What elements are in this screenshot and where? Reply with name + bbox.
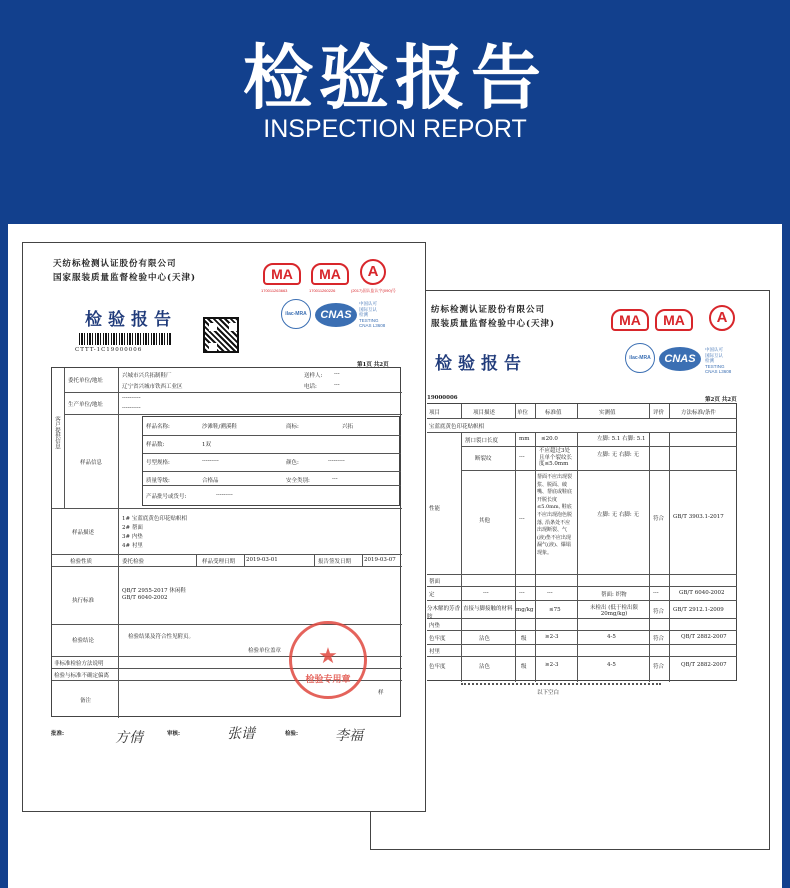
col-item: 项目 xyxy=(429,410,441,416)
desc-label: 样品描述 xyxy=(72,530,95,536)
cell: --- xyxy=(519,454,525,460)
report-page-2 xyxy=(370,290,770,850)
field-value: --------- xyxy=(216,492,233,498)
cnas-line: TESTING xyxy=(359,317,379,323)
org-name: 天纺标检测认证股份有限公司 xyxy=(53,259,177,269)
cell: 沾色 xyxy=(479,664,491,670)
cnas-line: CNAS L3608 xyxy=(359,323,386,328)
col-unit: 单位 xyxy=(517,410,529,416)
cma-logo: MA xyxy=(611,309,649,331)
nature-value: 委托检验 xyxy=(122,559,145,565)
note-label: 备注 xyxy=(80,698,92,704)
cell: 符合 xyxy=(653,636,665,642)
barcode-icon xyxy=(79,333,171,345)
cell: 符合 xyxy=(653,664,665,670)
maker-label: 生产单位/地址 xyxy=(68,402,103,408)
cma-number-2: 170011260226 xyxy=(309,288,336,293)
cell: 其他 xyxy=(479,518,491,524)
inspector-signature: 李福 xyxy=(335,728,363,744)
cnas-text: 中国认可 国际互认 检测 TESTING CNAS L3608 xyxy=(705,347,732,374)
cell: QB/T 2882-2007 xyxy=(681,634,727,640)
end-divider xyxy=(461,683,661,685)
org-name: 纺标检测认证股份有限公司 xyxy=(431,305,546,315)
cell: --- xyxy=(483,590,489,596)
cell: 级 xyxy=(521,636,527,642)
field-label: 产品批号或货号: xyxy=(146,494,187,500)
cell: 分木解的芳香胺 xyxy=(427,606,461,620)
cell: 沾色 xyxy=(479,636,491,642)
cell: QB/T 2882-2007 xyxy=(681,662,727,668)
cell: --- xyxy=(519,516,525,522)
field-label: 颜色: xyxy=(286,460,299,466)
header-banner xyxy=(0,0,790,224)
cell: GB/T 2912.1-2009 xyxy=(673,607,724,613)
maker-value: ---------- xyxy=(122,395,141,401)
report-title: 检验报告 xyxy=(85,310,177,330)
desc-line: 3# 内垫 xyxy=(122,534,143,540)
cell: 直接与脚接触的材料 xyxy=(463,606,513,612)
phone-value: --- xyxy=(334,382,340,388)
col-desc: 项目描述 xyxy=(473,410,496,416)
cnas-logo: CNAS xyxy=(659,347,701,371)
field-value: 兴拓 xyxy=(342,424,354,430)
cnas-text xyxy=(359,301,385,329)
cnas-line: 国际互认 xyxy=(359,306,377,312)
org-center: 国家服装质量监督检验中心(天津) xyxy=(53,273,197,283)
field-value: 合格品 xyxy=(202,478,219,484)
cell: --- xyxy=(653,590,659,596)
cell: 4-5 xyxy=(607,662,616,668)
cell: 符合 xyxy=(653,516,665,522)
review-label: 审核: xyxy=(167,731,181,737)
col-val: 实测值 xyxy=(599,410,616,416)
inspection-stamp xyxy=(289,621,367,699)
cell: 4-5 xyxy=(607,634,616,640)
sender-label: 送样人: xyxy=(304,373,323,379)
client-value: 兴城市兴兵拓制鞋厂 xyxy=(122,373,172,379)
cal-number: (2017)国认监认字(090)号 xyxy=(351,288,396,293)
cell: GB/T 3903.1-2017 xyxy=(673,514,724,520)
field-value: 沙滩鞋/溯溪鞋 xyxy=(202,424,237,430)
cma-logo-2: MA xyxy=(311,263,349,285)
section-label: 内垫 xyxy=(429,623,441,629)
recv-value: 2019-03-01 xyxy=(246,557,278,563)
recv-label: 样品受理日期 xyxy=(202,559,236,565)
seal-label: 检验单位盖章 xyxy=(248,648,282,654)
approver-signature: 方倩 xyxy=(115,730,143,746)
barcode-number: CTTT-1C19000006 xyxy=(75,347,143,353)
report-title: 检验报告 xyxy=(435,354,527,374)
std-value: GB/T 6040-2002 xyxy=(122,595,168,601)
field-label: 商标: xyxy=(286,424,299,430)
phone-label: 电话: xyxy=(304,384,317,390)
cal-logo: A xyxy=(360,259,386,285)
cell: 割口裂口长度 xyxy=(465,438,499,444)
stamp-text: 检验专用章 xyxy=(305,675,351,685)
field-value: --------- xyxy=(202,458,219,464)
client-label: 委托单位/地址 xyxy=(68,378,103,384)
page-number: 第1页 共2页 xyxy=(357,362,389,368)
cell: 级 xyxy=(521,664,527,670)
sample-info-label: 样品信息 xyxy=(80,460,103,466)
cma-number: 170011263663 xyxy=(261,288,288,293)
inspect-label: 检验: xyxy=(285,731,299,737)
cma-logo-2: MA xyxy=(655,309,693,331)
report-page-1 xyxy=(22,242,426,812)
approve-label: 批准: xyxy=(51,731,65,737)
field-label: 安全类别: xyxy=(286,478,310,484)
cell: 断裂纹 xyxy=(475,456,492,462)
field-value: --------- xyxy=(328,458,345,464)
ilac-logo: ilac-MRA xyxy=(281,299,311,329)
cell: mg/kg xyxy=(516,607,534,613)
page-title: 检验报告 xyxy=(243,37,547,119)
cell: 帮面不应出现裂浆、脱面、破嘴、帮底或鞋底开脱长度≤5.0mm, 鞋底不应出现泡色脱落, 沿条处不应出现断裂、气(液)垫不应出现漏气(液)、爆塌现象。 xyxy=(537,474,573,556)
field-label: 样品名称: xyxy=(146,424,170,430)
col-eval: 评价 xyxy=(653,410,665,416)
maker-address: ---------- xyxy=(122,405,141,411)
conclusion-value: 检验结果及符合性见附页。 xyxy=(128,634,195,640)
issue-value: 2019-03-07 xyxy=(364,557,396,563)
page-subtitle: INSPECTION REPORT xyxy=(263,115,527,143)
section-label: 宝蓝底黄色印花贴帜相 xyxy=(429,424,485,430)
field-label: 质量等级: xyxy=(146,478,170,484)
nonstd-label: 非标准检验方法说明 xyxy=(54,661,104,667)
cnas-logo: CNAS xyxy=(315,303,357,327)
cell: ≤20.0 xyxy=(541,436,558,442)
cell: 符合 xyxy=(653,609,665,615)
desc-line: 4# 衬里 xyxy=(122,543,143,549)
field-label: 样品数: xyxy=(146,442,165,448)
desc-line: 2# 帮面 xyxy=(122,525,143,531)
cell: 左脚: 无 右脚: 无 xyxy=(597,452,639,458)
cell: 不应超过3处且单个裂纹长度≤5.0mm xyxy=(539,448,573,467)
cell: GB/T 6040-2002 xyxy=(679,590,725,596)
page-number: 第2页 共2页 xyxy=(705,397,737,403)
field-value: 1双 xyxy=(202,442,211,448)
cell: mm xyxy=(519,436,530,442)
deviation-label: 检验与标准不确定偏离 xyxy=(54,673,110,679)
end-note: 以下空白 xyxy=(537,690,560,696)
cell: 左脚: 5.1 右脚: 5.1 xyxy=(597,436,646,442)
client-info-label: 客户提供信息 xyxy=(54,416,60,449)
cell: --- xyxy=(547,590,553,596)
cell: 色牢度 xyxy=(429,636,446,642)
results-table xyxy=(427,403,737,681)
field-label: 号型规格: xyxy=(146,460,170,466)
std-value: QB/T 2955-2017 休闲鞋 xyxy=(122,588,186,594)
cell: ≥2-3 xyxy=(545,634,559,640)
conclusion-label: 检验结论 xyxy=(72,638,95,644)
cell: 色牢度 xyxy=(429,664,446,670)
ilac-logo: ilac-MRA xyxy=(625,343,655,373)
report-number: 19000006 xyxy=(427,395,458,401)
cell: 定 xyxy=(429,592,435,598)
seal-tail: 样 xyxy=(378,690,384,696)
sender-value: --- xyxy=(334,371,340,377)
cell: ≤75 xyxy=(549,607,561,613)
cell: 帮面: 织物 xyxy=(601,592,627,598)
desc-line: 1# 宝蓝底黄色印花贴帜相 xyxy=(122,516,187,522)
reviewer-signature: 张谱 xyxy=(227,726,255,742)
cell: 性能 xyxy=(429,506,441,512)
issue-label: 报告签发日期 xyxy=(318,559,352,565)
section-label: 帮面 xyxy=(429,579,441,585)
cell: 未检出 (低于检出限20mg/kg) xyxy=(590,605,638,617)
col-std: 标准值 xyxy=(545,410,562,416)
org-center: 服装质量监督检验中心(天津) xyxy=(431,319,556,329)
cal-logo: A xyxy=(709,305,735,331)
star-icon: ★ xyxy=(318,644,338,669)
std-label: 执行标准 xyxy=(72,598,95,604)
cnas-line: 检测 xyxy=(359,312,368,317)
qr-code-icon xyxy=(203,317,239,353)
cell: 左脚: 无 右脚: 无 xyxy=(597,512,639,518)
field-value: --- xyxy=(332,476,338,482)
cnas-line: 中国认可 xyxy=(359,301,377,306)
cell: --- xyxy=(519,590,525,596)
section-label: 衬里 xyxy=(429,649,441,655)
col-method: 方法标准/条件 xyxy=(681,410,716,416)
cell: ≥2-3 xyxy=(545,662,559,668)
client-address: 辽宁省兴城市铁西工业区 xyxy=(122,384,183,390)
nature-label: 检验性质 xyxy=(70,559,93,565)
cma-logo: MA xyxy=(263,263,301,285)
